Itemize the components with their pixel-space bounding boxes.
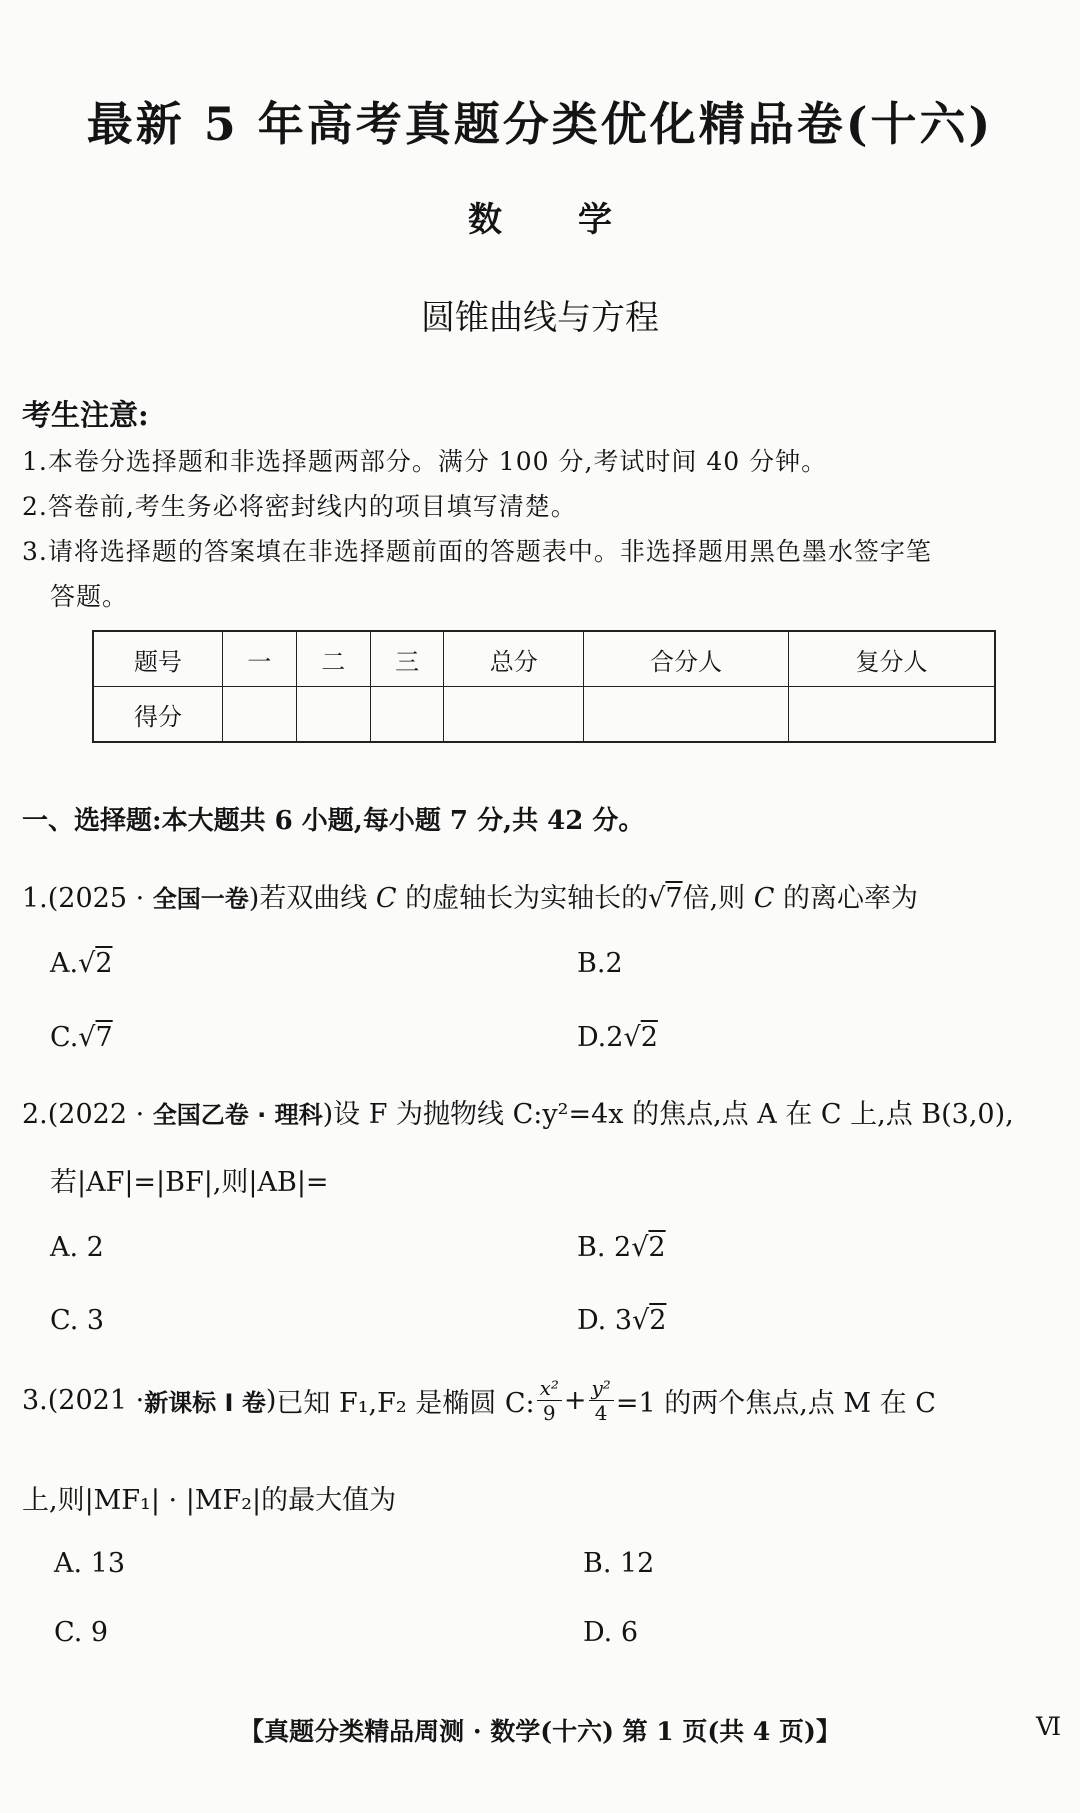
score-cell[interactable] [296, 687, 370, 743]
notice-heading: 考生注意: [22, 398, 149, 432]
source-close: ) [248, 883, 260, 914]
option-b[interactable] [577, 1232, 666, 1263]
stem-text: 若双曲线 [259, 883, 376, 914]
fraction-numerator: x² [537, 1376, 562, 1401]
table-header-cell: 题号 [93, 631, 223, 687]
radicand: 2 [95, 948, 113, 979]
source-open: (2021 · [47, 1385, 145, 1416]
option-label: A. [50, 948, 79, 979]
question-number: 2. [22, 1099, 48, 1130]
question-2-stem-line2: 若|AF|=|BF|,则|AB|= [50, 1167, 329, 1198]
stem-text: 倍,则 [682, 883, 754, 914]
stem-text: 已知 F₁,F₂ 是椭圆 C: [276, 1388, 535, 1419]
notice-item-3: 3.请将选择题的答案填在非选择题前面的答题表中。非选择题用黑色墨水签字笔 [22, 537, 932, 566]
source-close: ) [265, 1385, 277, 1416]
paper-title: 最新 5 年高考真题分类优化精品卷(十六) [86, 97, 994, 151]
notice-item-3-cont: 答题。 [50, 582, 129, 611]
radicand: 7 [95, 1022, 113, 1053]
option-coeff: 3 [614, 1305, 633, 1336]
stem-text: 设 F 为抛物线 C:y²=4x 的焦点,点 A 在 C 上,点 B(3,0), [333, 1099, 1014, 1130]
score-cell[interactable] [583, 687, 788, 743]
score-cell[interactable] [370, 687, 444, 743]
table-header-cell: 复分人 [789, 631, 995, 687]
notice-item-2: 2.答卷前,考生务必将密封线内的项目填写清楚。 [22, 492, 577, 521]
fraction-denominator: 4 [594, 1401, 608, 1425]
option-c[interactable]: C. 9 [54, 1617, 109, 1648]
subject-char-1: 数 [468, 200, 502, 240]
question-3-stem-line2: 上,则|MF₁| · |MF₂|的最大值为 [22, 1485, 397, 1516]
score-table-header-row [93, 631, 995, 687]
sqrt-icon: √ [78, 948, 96, 979]
option-d[interactable] [577, 1022, 658, 1053]
option-label: B. [577, 948, 606, 979]
radicand: 2 [640, 1022, 658, 1053]
option-coeff: 2 [606, 1022, 624, 1053]
question-1-stem [22, 876, 918, 915]
source-tag: 新课标 Ⅰ 卷 [144, 1389, 266, 1417]
sqrt-icon: √ [632, 1305, 650, 1336]
option-d[interactable]: D. 6 [583, 1617, 639, 1648]
score-table [92, 630, 996, 743]
table-header-cell: 二 [296, 631, 370, 687]
plus-sign: + [563, 1385, 587, 1416]
sqrt-icon: √ [623, 1022, 641, 1053]
var-c: C [375, 883, 397, 914]
fraction-y [589, 1376, 614, 1425]
source-close: ) [322, 1099, 334, 1130]
stem-text: =1 的两个焦点,点 M 在 C [615, 1388, 936, 1419]
page-footer: 【真题分类精品周测 · 数学(十六) 第 1 页(共 4 页)】 [239, 1717, 841, 1746]
source-tag: 全国乙卷 · 理科 [152, 1101, 323, 1129]
fraction-denominator: 9 [542, 1401, 556, 1425]
sqrt-icon: √ [631, 1232, 649, 1263]
page-mark: Ⅵ [1036, 1712, 1062, 1741]
score-cell[interactable] [223, 687, 297, 743]
fraction-numerator: y² [589, 1376, 614, 1401]
subject-char-2: 学 [578, 200, 612, 240]
radicand: 2 [649, 1305, 667, 1336]
option-label: D. [577, 1022, 607, 1053]
table-header-cell: 一 [223, 631, 297, 687]
question-number: 3. [22, 1385, 48, 1416]
score-cell[interactable] [444, 687, 583, 743]
option-value: 2 [605, 948, 623, 979]
sqrt-icon: √ [78, 1022, 96, 1053]
notice-item-1: 1.本卷分选择题和非选择题两部分。满分 100 分,考试时间 40 分钟。 [22, 447, 828, 476]
source-open: (2022 · [47, 1099, 153, 1130]
table-header-cell: 三 [370, 631, 444, 687]
topic-heading: 圆锥曲线与方程 [421, 298, 659, 338]
option-b[interactable] [577, 948, 623, 979]
option-c[interactable]: C. 3 [50, 1305, 105, 1336]
option-d[interactable] [577, 1305, 666, 1336]
fraction-x [537, 1376, 562, 1425]
question-2-stem [22, 1092, 1014, 1131]
stem-text: 的离心率为 [774, 883, 919, 914]
subject-heading [0, 192, 1080, 241]
radicand: 7 [665, 883, 683, 914]
radicand: 2 [648, 1232, 666, 1263]
option-a[interactable] [50, 948, 113, 979]
table-header-cell: 合分人 [583, 631, 788, 687]
option-a[interactable]: A. 13 [54, 1548, 126, 1579]
option-c[interactable] [50, 1022, 113, 1053]
option-b[interactable]: B. 12 [583, 1548, 655, 1579]
option-label: B. [577, 1232, 615, 1263]
option-label: C. [50, 1022, 79, 1053]
source-tag: 全国一卷 [152, 885, 249, 913]
table-row-label: 得分 [93, 687, 223, 743]
source-open: (2025 · [47, 883, 153, 914]
option-label: D. [577, 1305, 615, 1336]
var-c: C [753, 883, 775, 914]
question-3-stem [22, 1376, 936, 1425]
score-cell[interactable] [789, 687, 995, 743]
stem-text: 的虚轴长为实轴长的 [396, 883, 649, 914]
sqrt-icon: √ [648, 883, 666, 914]
section-heading: 一、选择题:本大题共 6 小题,每小题 7 分,共 42 分。 [22, 806, 645, 836]
option-coeff: 2 [614, 1232, 632, 1263]
option-a[interactable]: A. 2 [50, 1232, 104, 1263]
question-number: 1. [22, 883, 48, 914]
score-table-score-row [93, 687, 995, 743]
table-header-cell: 总分 [444, 631, 583, 687]
